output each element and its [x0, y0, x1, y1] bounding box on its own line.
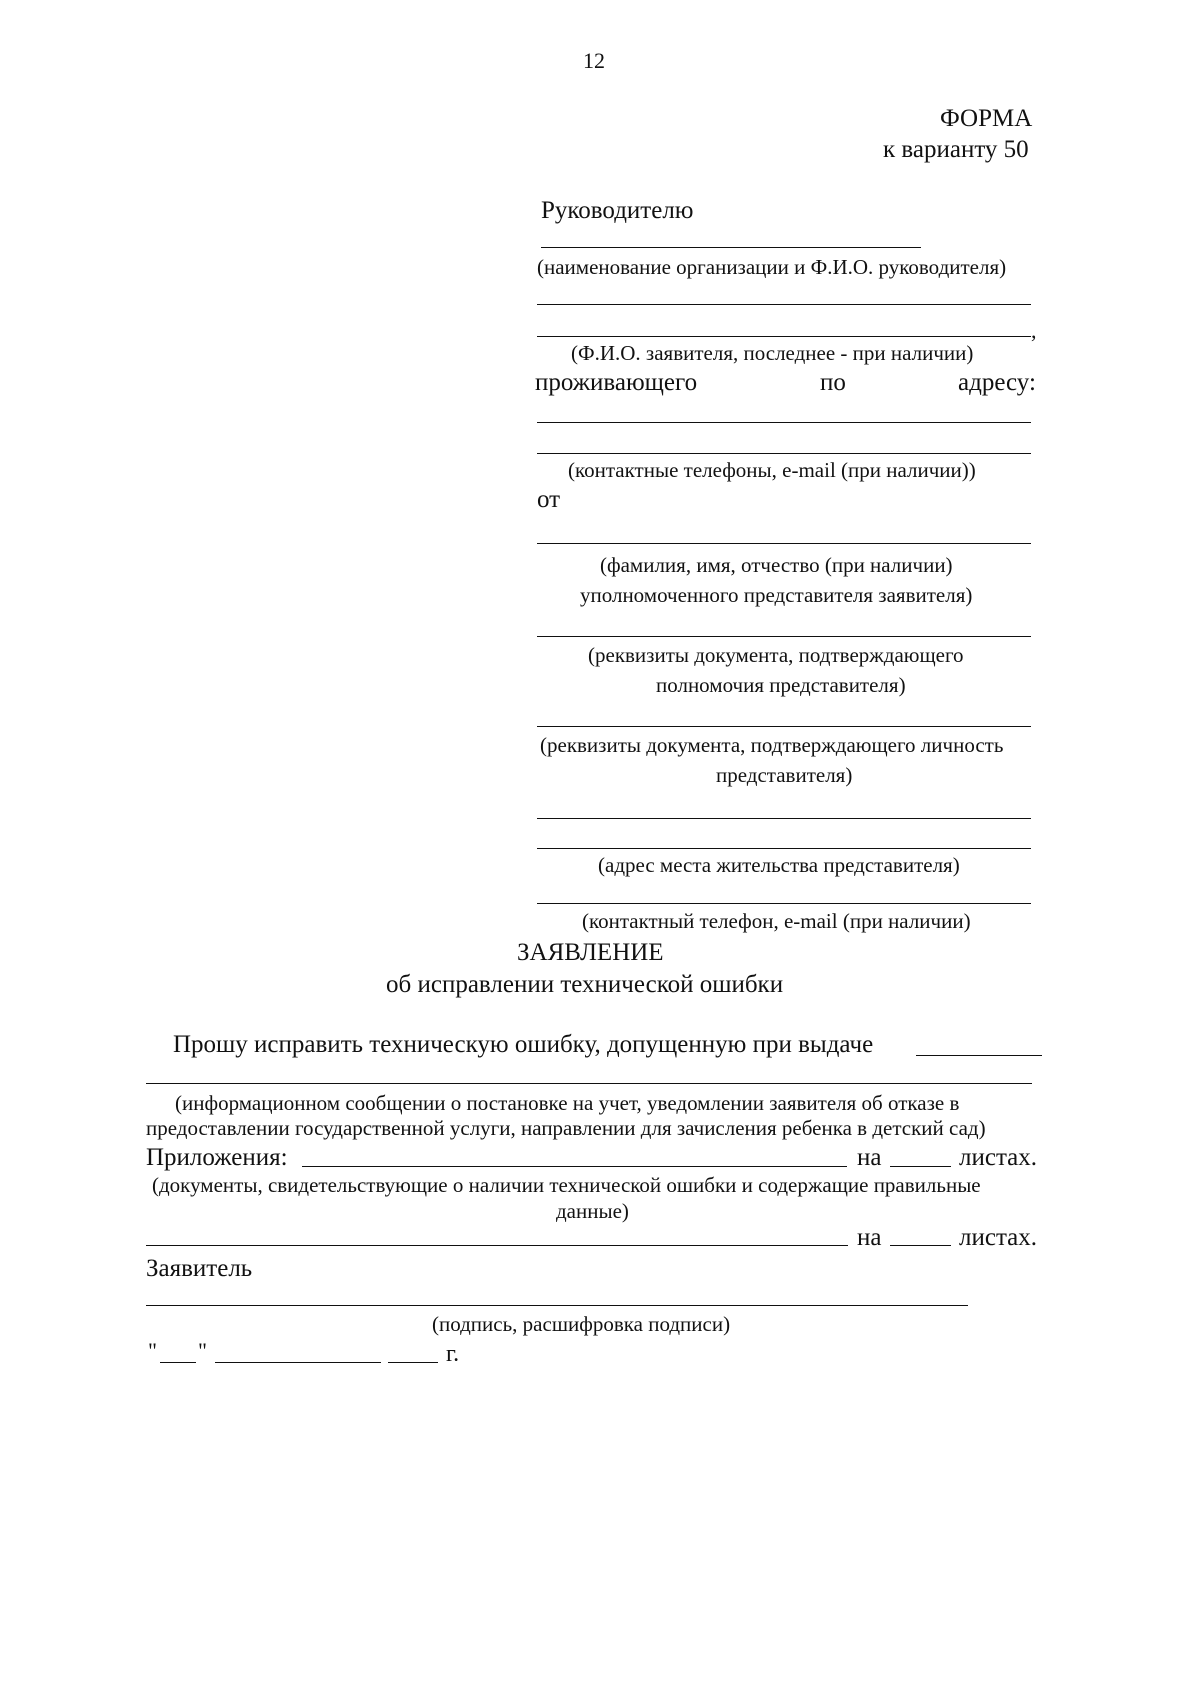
- rep-name-caption-1: (фамилия, имя, отчество (при наличии): [600, 553, 953, 577]
- form-subtitle: к варианту 50: [883, 136, 1029, 163]
- attachments-line-2[interactable]: [146, 1245, 848, 1246]
- signature-line[interactable]: [146, 1305, 968, 1306]
- date-day-line[interactable]: [160, 1362, 196, 1363]
- attachments-caption-2: данные): [556, 1199, 629, 1223]
- residing-word-2: по: [820, 369, 846, 396]
- from-label: от: [537, 486, 561, 513]
- year-suffix: г.: [446, 1341, 460, 1367]
- attachments-sheets-count-line[interactable]: [890, 1166, 951, 1167]
- rep-id-caption-2: представителя): [716, 763, 853, 787]
- request-continuation-line[interactable]: [146, 1083, 1032, 1084]
- signature-caption: (подпись, расшифровка подписи): [432, 1312, 731, 1336]
- rep-address-line-1[interactable]: [537, 818, 1031, 819]
- residing-word-1: проживающего: [535, 369, 698, 396]
- request-text: Прошу исправить техническую ошибку, допущенную при выдаче: [173, 1031, 874, 1058]
- rep-doc-line[interactable]: [537, 636, 1031, 637]
- request-issued-line[interactable]: [916, 1055, 1042, 1056]
- contacts-caption: (контактные телефоны, e-mail (при наличии)): [568, 458, 976, 482]
- rep-id-caption-1: (реквизиты документа, подтверждающего личность: [540, 733, 1004, 757]
- rep-name-line[interactable]: [537, 543, 1031, 544]
- applicant-line-comma: ,: [1031, 318, 1037, 343]
- address-line-2[interactable]: [537, 453, 1031, 454]
- attachments-line[interactable]: [302, 1166, 847, 1167]
- applicant-name-line-2[interactable]: [537, 336, 1031, 337]
- rep-contact-line[interactable]: [537, 903, 1031, 904]
- attachments-on-word: на: [857, 1144, 882, 1171]
- rep-doc-caption-1: (реквизиты документа, подтверждающего: [588, 643, 964, 667]
- rep-doc-caption-2: полномочия представителя): [656, 673, 906, 697]
- address-line-1[interactable]: [537, 422, 1031, 423]
- page-number: 12: [583, 48, 605, 73]
- statement-title: ЗАЯВЛЕНИЕ: [517, 939, 664, 966]
- statement-subtitle: об исправлении технической ошибки: [386, 971, 784, 998]
- rep-id-line[interactable]: [537, 726, 1031, 727]
- request-caption-1: (информационном сообщении о постановке на учет, уведомлении заявителя об отказе в: [175, 1091, 960, 1115]
- applicant-name-line-1[interactable]: [537, 304, 1031, 305]
- rep-name-caption-2: уполномоченного представителя заявителя): [580, 583, 973, 607]
- date-year-line[interactable]: [388, 1362, 438, 1363]
- rep-address-caption: (адрес места жительства представителя): [598, 853, 960, 877]
- date-quote-open: ": [148, 1338, 157, 1363]
- attachments-label: Приложения:: [146, 1144, 288, 1171]
- attachments-sheets-word: листах.: [959, 1144, 1038, 1171]
- rep-contact-caption: (контактный телефон, e-mail (при наличии): [582, 909, 971, 933]
- org-name-caption: (наименование организации и Ф.И.О. руководителя): [537, 255, 1007, 279]
- date-month-line[interactable]: [215, 1362, 381, 1363]
- date-quote-close: ": [198, 1338, 207, 1363]
- residing-word-3: адресу:: [958, 369, 1036, 396]
- org-name-line[interactable]: [541, 247, 921, 248]
- applicant-label: Заявитель: [146, 1255, 253, 1282]
- attachments-on-word-2: на: [857, 1224, 882, 1251]
- request-caption-2: предоставлении государственной услуги, направлении для зачисления ребенка в детский сад): [146, 1116, 986, 1140]
- form-title: ФОРМА: [940, 105, 1033, 132]
- applicant-name-caption: (Ф.И.О. заявителя, последнее - при наличии): [571, 341, 974, 365]
- attachments-caption-1: (документы, свидетельствующие о наличии технической ошибки и содержащие правильные: [152, 1173, 981, 1197]
- attachments-sheets-word-2: листах.: [959, 1224, 1038, 1251]
- attachments-sheets-count-line-2[interactable]: [890, 1245, 951, 1246]
- addressee-label: Руководителю: [541, 197, 694, 224]
- rep-address-line-2[interactable]: [537, 848, 1031, 849]
